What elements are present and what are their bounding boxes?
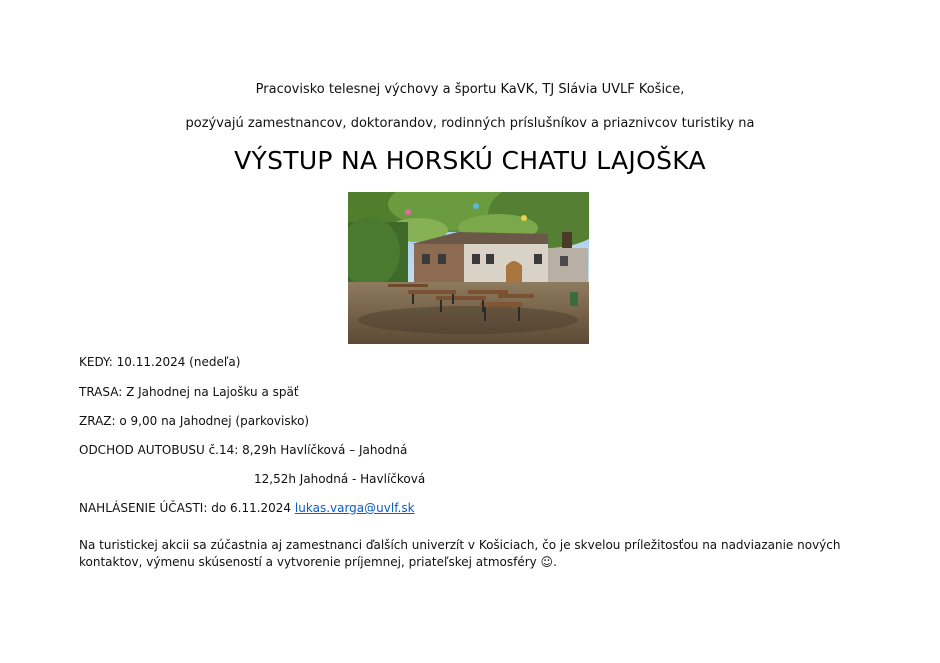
organizers-line: Pracovisko telesnej výchovy a športu KaVK, TJ Slávia UVLF Košice, <box>255 82 685 97</box>
route-row <box>79 385 299 399</box>
date-value: 10.11.2024 (nedeľa) <box>116 355 241 369</box>
route-value: Z Jahodnej na Lajošku a späť <box>126 385 299 399</box>
closing-paragraph: Na turistickej akcii sa zúčastnia aj zamestnanci ďalších univerzít v Košiciach, čo je skvelou príležitosťou na nadviazanie nových kontaktov, výmenu skúseností a vytvorenie príjemnej, priateľskej atmosféry ☺. <box>79 538 841 569</box>
bus-return-time: 12,52h Jahodná - Havlíčková <box>254 472 426 486</box>
signup-label: NAHLÁSENIE ÚČASTI: <box>79 501 208 515</box>
invitation-line: pozývajú zamestnancov, doktorandov, rodinných príslušníkov a priaznivcov turistiky na <box>185 116 755 131</box>
meeting-point-row <box>79 414 309 428</box>
chalet-photo <box>348 192 589 344</box>
signup-email-link[interactable]: lukas.varga@uvlf.sk <box>294 501 415 515</box>
meeting-point-value: o 9,00 na Jahodnej (parkovisko) <box>119 414 310 428</box>
bus-departure-row <box>79 443 407 457</box>
signup-row <box>79 501 415 515</box>
bus-outbound-time: 8,29h Havlíčková – Jahodná <box>242 443 408 457</box>
event-title: VÝSTUP NA HORSKÚ CHATU LAJOŠKA <box>234 146 706 175</box>
signup-deadline: do 6.11.2024 <box>211 501 292 515</box>
date-label: KEDY: <box>79 355 113 369</box>
bus-label: ODCHOD AUTOBUSU č.14: <box>79 443 239 457</box>
bus-return-row <box>254 472 425 486</box>
route-label: TRASA: <box>79 385 123 399</box>
meeting-point-label: ZRAZ: <box>79 414 116 428</box>
date-row <box>79 355 240 369</box>
